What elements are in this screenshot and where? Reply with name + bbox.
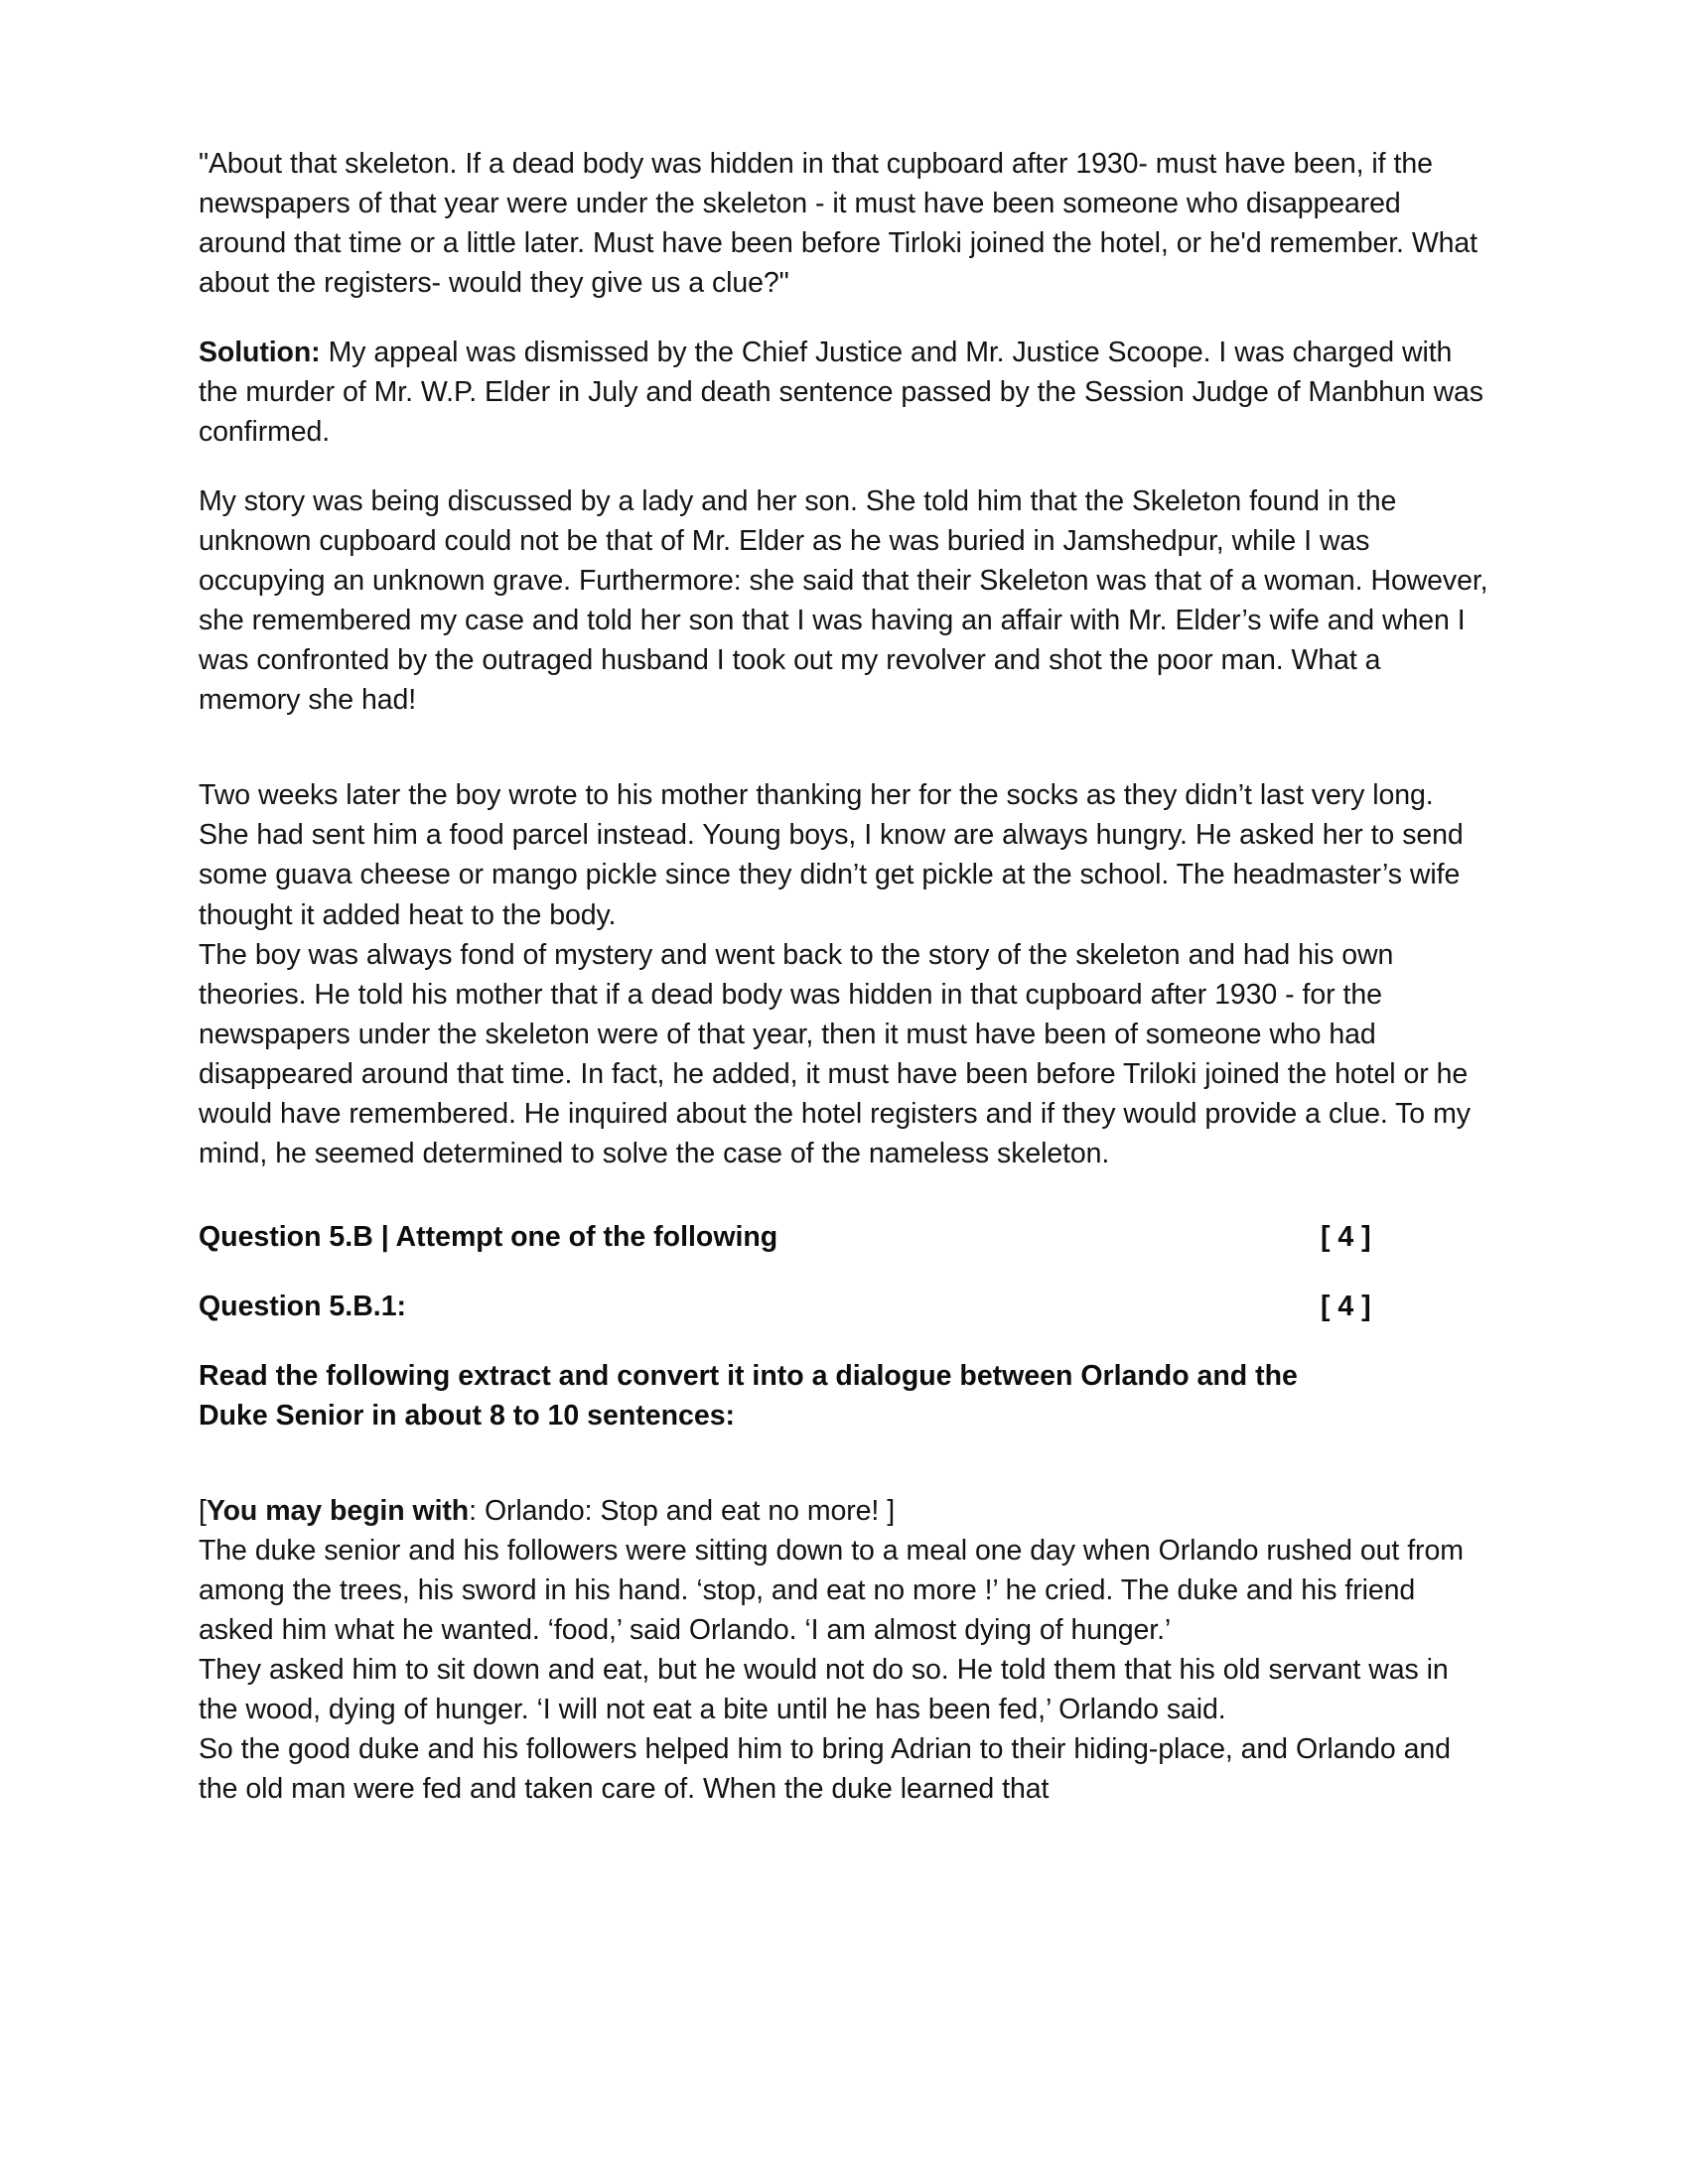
socks-paragraph: Two weeks later the boy wrote to his mother thanking her for the socks as they didn’t last very long. She had sent him a food parcel instead. Young boys, I know are always hungry. He asked her to send some guava cheese or mango pickle since they didn’t get pickle at the school. The headmaster’s wife thought it added heat to the body. [199, 779, 1464, 931]
question-5b1-row [199, 1287, 1489, 1326]
question-5b-label: Question 5.B | Attempt one of the following [199, 1220, 778, 1253]
solution-text: My appeal was dismissed by the Chief Justice and Mr. Justice Scoope. I was charged with the murder of Mr. W.P. Elder in July and death sentence passed by the Session Judge of Manbhun was confirmed. [199, 337, 1483, 449]
dialogue-instruction: Read the following extract and convert it into a dialogue between Orlando and the Duke Senior in about 8 to 10 sentences: [199, 1359, 1298, 1432]
begin-with-rest: : Orlando: Stop and eat no more! ] [469, 1494, 896, 1527]
question-5b1-marks: [ 4 ] [1321, 1290, 1371, 1322]
spacer-before-begin-with [199, 1465, 1489, 1491]
passage-paragraph-2: They asked him to sit down and eat, but he would not do so. He told them that his old servant was in the wood, dying of hunger. ‘I will not eat a bite until he has been fed,’ Orlando said. [199, 1653, 1449, 1725]
question-5b-row [199, 1217, 1489, 1257]
mystery-paragraph: The boy was always fond of mystery and went back to the story of the skeleton and had his own theories. He told his mother that if a dead body was hidden in that cupboard after 1930 - for the newspapers under the skeleton were of that year, then it must have been of someone who had disappeared around that time. In fact, he added, it must have been before Triloki joined the hotel or he would have remembered. He inquired about the hotel registers and if they would provide a clue. To my mind, he seemed determined to solve the case of the nameless skeleton. [199, 938, 1471, 1169]
question-5b1-label: Question 5.B.1: [199, 1290, 407, 1322]
extract-quote-paragraph: "About that skeleton. If a dead body was hidden in that cupboard after 1930- must have been, if the newspapers of that year were under the skeleton - it must have been someone who disappeared around that time or a little later. Must have been before Tirloki joined the hotel, or he'd remember. What about the registers- would they give us a clue?" [199, 148, 1477, 300]
story-paragraph: My story was being discussed by a lady and her son. She told him that the Skeleton found in the unknown cupboard could not be that of Mr. Elder as he was buried in Jamshedpur, while I was occupying an unknown grave. Furthermore: she said that their Skeleton was that of a woman. However, she remembered my case and told her son that I was having an affair with Mr. Elder’s wife and when I was confronted by the outraged husband I took out my revolver and shot the poor man. What a memory she had! [199, 485, 1488, 717]
solution-paragraph [199, 333, 1489, 452]
question-5b-marks: [ 4 ] [1321, 1220, 1371, 1253]
passage-paragraph-3: So the good duke and his followers helped him to bring Adrian to their hiding-place, and Orlando and the old man were fed and taken care of. When the duke learned that [199, 1733, 1451, 1806]
begin-with-open-bracket: [ [199, 1494, 207, 1527]
passage-paragraph-1: The duke senior and his followers were sitting down to a meal one day when Orlando rushed out from among the trees, his sword in his hand. ‘stop, and eat no more !’ he cried. The duke and his friend asked him what he wanted. ‘food,’ said Orlando. ‘I am almost dying of hunger.’ [199, 1534, 1464, 1646]
solution-label: Solution: [199, 337, 321, 369]
begin-with-line [199, 1491, 1489, 1531]
document-content [199, 144, 1489, 1809]
spacer-before-questions [199, 1203, 1489, 1217]
begin-with-label: You may begin with [206, 1494, 470, 1527]
